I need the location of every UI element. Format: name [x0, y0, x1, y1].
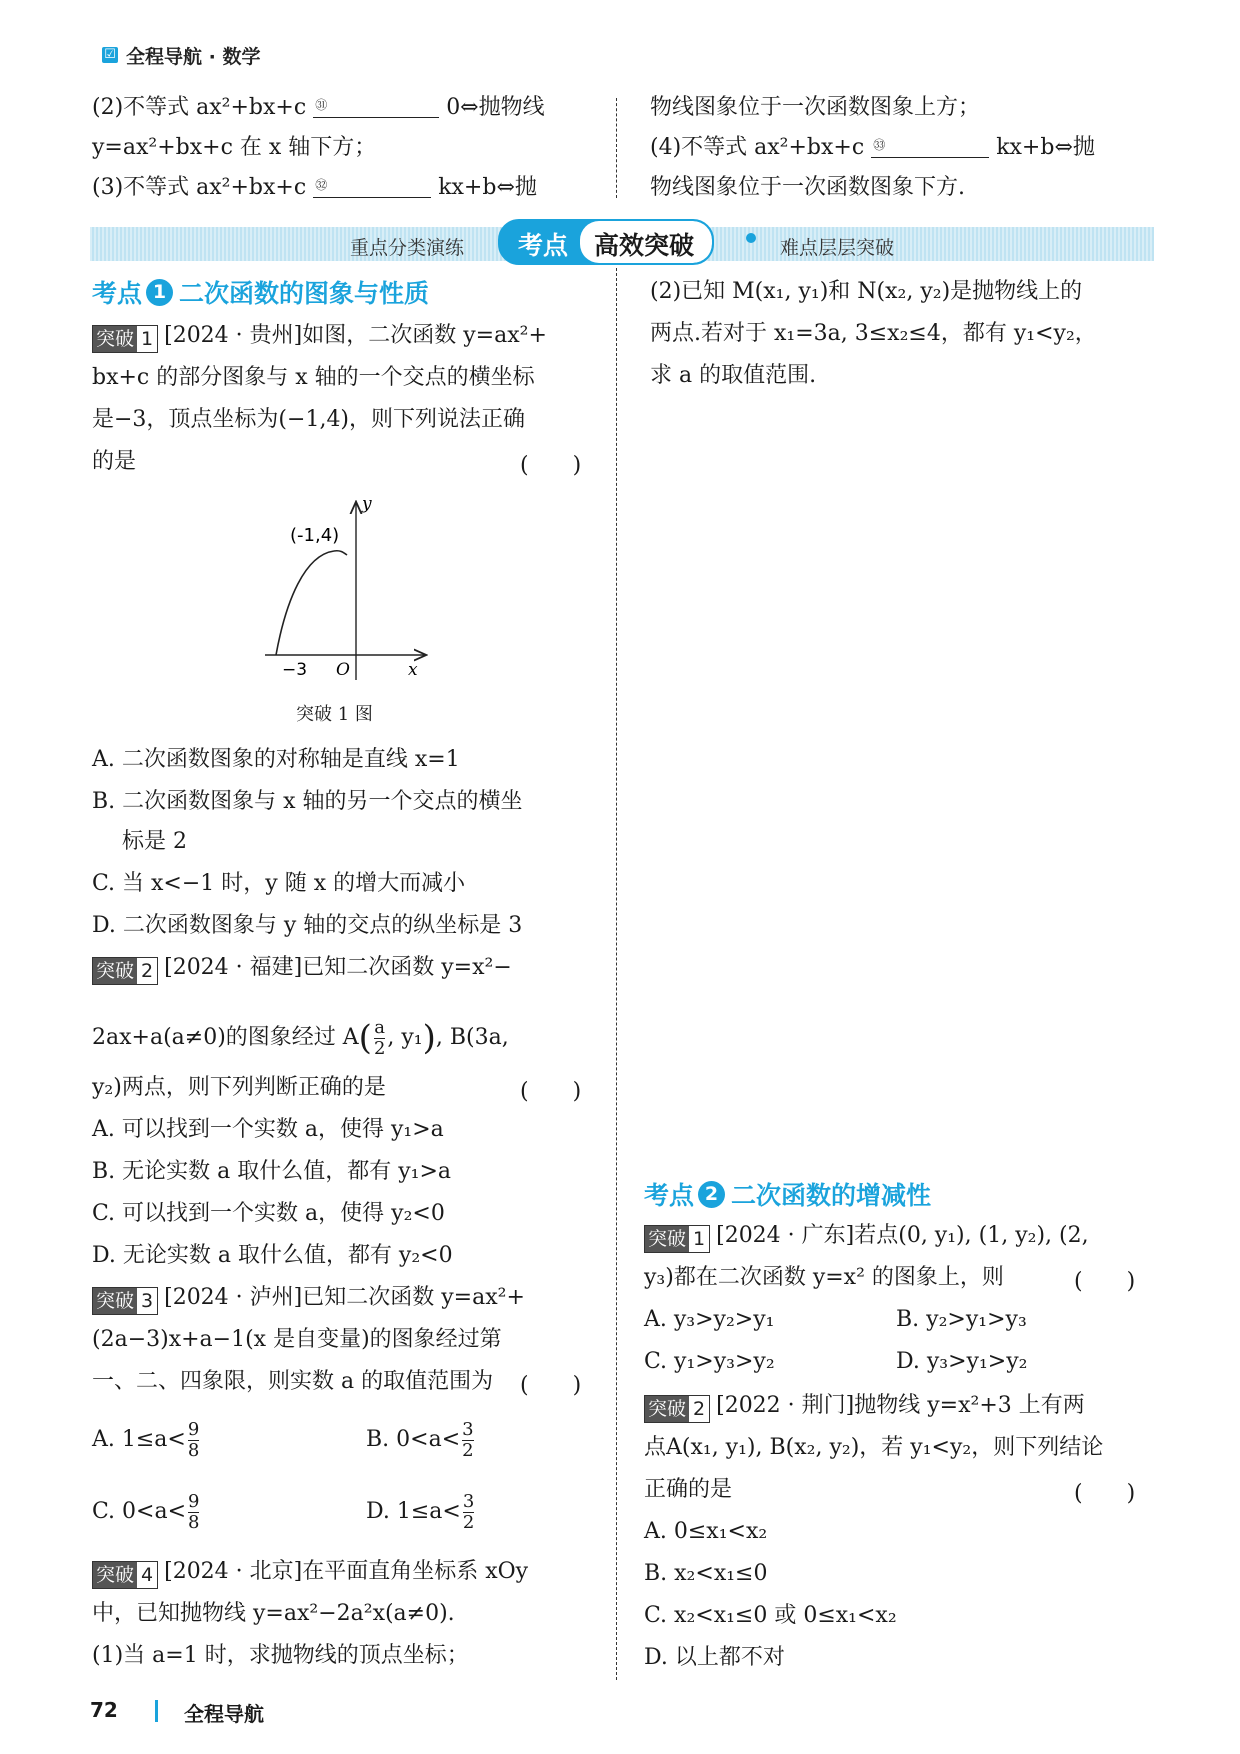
q1-option-d: D. 二次函数图象与 y 轴的交点的纵坐标是 3: [92, 913, 523, 938]
q2-option-d: D. 无论实数 a 取什么值，都有 y₂<0: [92, 1243, 453, 1268]
p2-line-1: 突破 2 [2022 · 荆门]抛物线 y=x²+3 上有两: [644, 1392, 1085, 1423]
q3-line-2: (2a−3)x+a−1(x 是自变量)的图象经过第: [92, 1327, 502, 1352]
x-axis-label: x: [408, 660, 418, 680]
top-right-line-2: (4)不等式 ax²+bx+c ㉝ kx+b⇔抛: [650, 135, 1095, 160]
figure-caption: 突破 1 图: [296, 704, 373, 725]
answer-blank: ㉜: [313, 175, 431, 198]
parabola-graph: [250, 495, 450, 690]
q3-option-c: C. 0<a< $\frac{9}{8}$: [92, 1490, 200, 1533]
p1-line-1: 突破 1 [2024 · 广东]若点(0, y₁), (1, y₂), (2,: [644, 1222, 1089, 1253]
question-tag: 突破 1: [644, 1225, 710, 1253]
q2-line-1: 突破 2 [2024 · 福建]已知二次函数 y=x²−: [92, 954, 512, 985]
kp1-heading: 考点 1 二次函数的图象与性质: [92, 279, 430, 308]
page-header: [102, 40, 260, 70]
q1-option-c: C. 当 x<−1 时，y 随 x 的增大而减小: [92, 871, 466, 896]
q4-right-line-2: 两点.若对于 x₁=3a, 3≤x₂≤4，都有 y₁<y₂，: [650, 321, 1097, 346]
answer-paren: ( ): [1074, 1269, 1136, 1294]
answer-paren: ( ): [520, 453, 582, 478]
q3-option-d: D. 1≤a< $\frac{3}{2}$: [366, 1490, 475, 1533]
q3-line-1: 突破 3 [2024 · 泸州]已知二次函数 y=ax²+: [92, 1284, 525, 1315]
q1-line-3: 是−3，顶点坐标为(−1,4)，则下列说法正确: [92, 407, 526, 432]
p1-option-a: A. y₃>y₂>y₁: [644, 1307, 775, 1332]
p2-line-2: 点A(x₁, y₁), B(x₂, y₂)，若 y₁<y₂，则下列结论: [644, 1435, 1104, 1460]
p2-option-a: A. 0≤x₁<x₂: [644, 1519, 768, 1544]
y-axis-label: y: [362, 495, 372, 514]
parabola-curve: [276, 551, 347, 655]
vertex-label: (-1,4): [290, 525, 340, 546]
q4-right-line-3: 求 a 的取值范围.: [650, 363, 817, 388]
answer-blank: ㉛: [313, 95, 439, 118]
q1-line-2: bx+c 的部分图象与 x 轴的一个交点的横坐标: [92, 365, 535, 390]
page-number: 72: [90, 1698, 118, 1722]
q3-option-a: A. 1≤a< $\frac{9}{8}$: [92, 1418, 200, 1461]
origin-label: O: [336, 660, 350, 680]
banner-right-text: 难点层层突破: [780, 237, 895, 259]
q2-option-c: C. 可以找到一个实数 a，使得 y₂<0: [92, 1201, 445, 1226]
q4-right-line-1: (2)已知 M(x₁, y₁)和 N(x₂, y₂)是抛物线上的: [650, 279, 1083, 304]
q2-option-b: B. 无论实数 a 取什么值，都有 y₁>a: [92, 1159, 452, 1184]
top-left-line-2: y=ax²+bx+c 在 x 轴下方；: [92, 135, 377, 160]
banner-left-text: 重点分类演练: [350, 237, 465, 259]
top-left-line-3: (3)不等式 ax²+bx+c ㉜ kx+b⇔抛: [92, 175, 537, 200]
p2-option-d: D. 以上都不对: [644, 1645, 785, 1670]
header-title: 全程导航 · 数学: [126, 45, 261, 68]
q3-option-b: B. 0<a< $\frac{3}{2}$: [366, 1418, 474, 1461]
q1-line-4: 的是: [92, 449, 137, 474]
question-tag: 突破 3: [92, 1287, 158, 1315]
q4-line-2: 中，已知抛物线 y=ax²−2a²x(a≠0).: [92, 1601, 455, 1626]
x-intercept-label: −3: [282, 660, 308, 680]
footer-title: 全程导航: [184, 1702, 264, 1726]
column-divider: [616, 268, 617, 1680]
footer-divider: [155, 1700, 158, 1722]
q3-line-3: 一、二、四象限，则实数 a 的取值范围为: [92, 1369, 494, 1394]
q1-option-b-cont: 标是 2: [122, 829, 187, 854]
q4-line-1: 突破 4 [2024 · 北京]在平面直角坐标系 xOy: [92, 1558, 528, 1589]
fraction: $\frac{a}{2}$: [373, 1016, 386, 1059]
p2-line-3: 正确的是: [644, 1477, 733, 1502]
question-tag: 突破 2: [92, 957, 158, 985]
p1-option-c: C. y₁>y₃>y₂: [644, 1349, 775, 1374]
q4-line-3: (1)当 a=1 时，求抛物线的顶点坐标；: [92, 1643, 469, 1668]
top-right-line-1: 物线图象位于一次函数图象上方；: [650, 95, 981, 120]
p2-option-c: C. x₂<x₁≤0 或 0≤x₁<x₂: [644, 1603, 897, 1628]
column-divider: [616, 98, 617, 198]
top-left-line-1: (2)不等式 ax²+bx+c ㉛ 0⇔抛物线: [92, 95, 545, 120]
q1-option-b: B. 二次函数图象与 x 轴的另一个交点的横坐: [92, 789, 523, 814]
q2-line-2: 2ax+a(a≠0)的图象经过 A ( $\frac{a}{2}$ , y₁ ) , B(3a,: [92, 1016, 509, 1059]
kp2-heading: 考点 2 二次函数的增减性: [644, 1181, 932, 1210]
question-tag: 突破 1: [92, 325, 158, 353]
p1-option-b: B. y₂>y₁>y₃: [896, 1307, 1027, 1332]
q2-line-3: y₂)两点，则下列判断正确的是: [92, 1075, 386, 1100]
answer-blank: ㉝: [871, 135, 989, 158]
answer-paren: ( ): [1074, 1481, 1136, 1506]
top-right-line-3: 物线图象位于一次函数图象下方.: [650, 175, 965, 200]
p1-option-d: D. y₃>y₁>y₂: [896, 1349, 1028, 1374]
question-tag: 突破 4: [92, 1561, 158, 1589]
banner-dot: [746, 233, 756, 243]
p1-line-2: y₃)都在二次函数 y=x² 的图象上，则: [644, 1265, 1004, 1290]
answer-paren: ( ): [520, 1373, 582, 1398]
q2-option-a: A. 可以找到一个实数 a，使得 y₁>a: [92, 1117, 444, 1142]
p2-option-b: B. x₂<x₁≤0: [644, 1561, 768, 1586]
banner-pill: 考点 高效突破: [498, 219, 714, 265]
q1-option-a: A. 二次函数图象的对称轴是直线 x=1: [92, 747, 460, 772]
q1-line-1: 突破 1 [2024 · 贵州]如图，二次函数 y=ax²+: [92, 322, 547, 353]
check-icon: ☑: [102, 47, 118, 63]
answer-paren: ( ): [520, 1079, 582, 1104]
question-tag: 突破 2: [644, 1395, 710, 1423]
